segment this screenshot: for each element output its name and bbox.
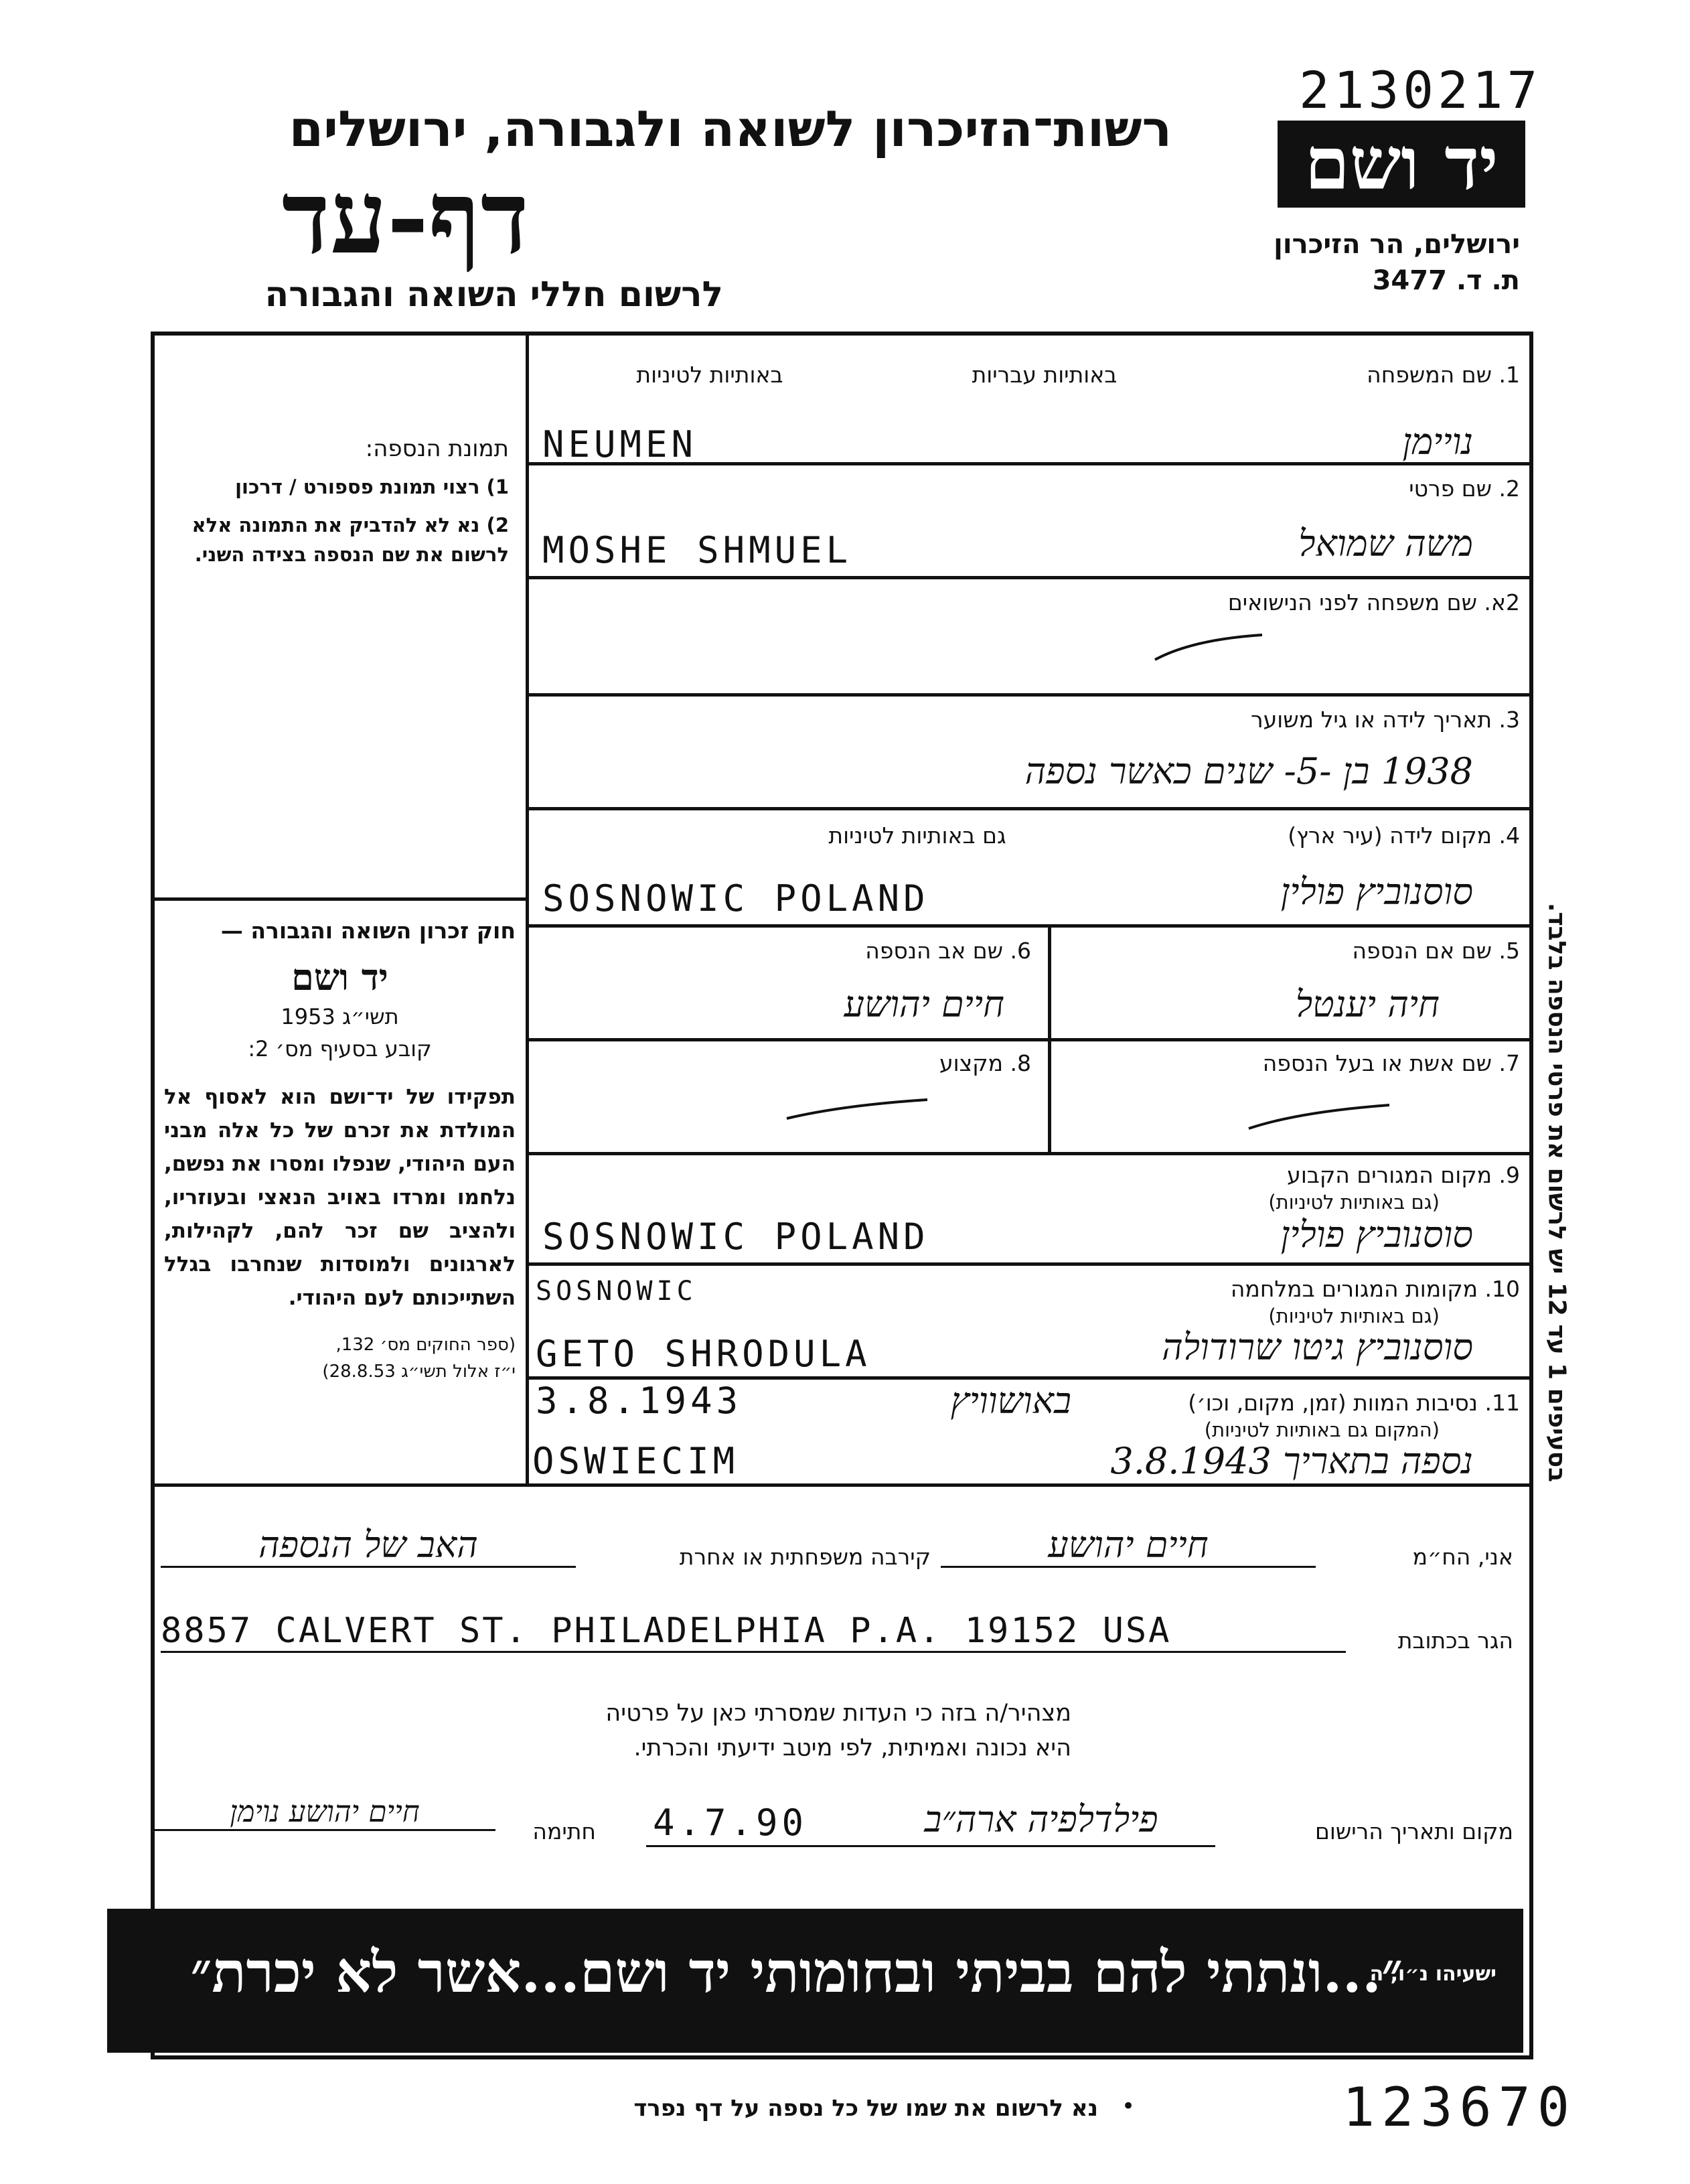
row-line-2a: [526, 693, 1530, 697]
relation-value: האב של הנספה: [161, 1524, 576, 1568]
declarant-name: חיים יהושע: [941, 1524, 1316, 1568]
field-2-hebrew-value: משה שמואל: [1298, 522, 1473, 565]
field-11-label: 11. נסיבות המוות (זמן, מקום, וכו׳): [1188, 1390, 1520, 1416]
field-9-label: 9. מקום המגורים הקבוע: [1287, 1162, 1520, 1188]
field-7-label: 7. שם אשת או בעל הנספה: [1262, 1050, 1520, 1076]
field-10-latin-value-2: GETO SHRODULA: [536, 1333, 871, 1375]
declaration-ani: אני, הח״מ: [1412, 1544, 1513, 1570]
law-box-name: יד ושם: [291, 956, 388, 999]
quote-banner: [107, 1909, 1523, 2053]
law-box-text: תפקידו של יד־ושם הוא לאסוף אל המולדת את זכרם של כל אלה מבני העם היהודי, שנפלו ומסרו את נפשם, נלחמו ומרדו באויב הנאצי ובעוזריו, ולהציב שם זכר להם, לקהילות, לארגונים ולמוסדות שנחרבו בגלל השתייכותם לעם היהודי.: [164, 1085, 516, 1310]
field-11-place-heb: באושוויץ: [950, 1380, 1071, 1422]
field-6-value: חיים יהושע: [844, 983, 1004, 1025]
place-date-label: מקום ותאריך הרישום: [1314, 1818, 1513, 1844]
field-9-latin-value: SOSNOWIC POLAND: [542, 1216, 929, 1258]
field-10-sub: (גם באותיות לטיניות): [1268, 1305, 1440, 1327]
field-10-latin-value-1: SOSNOWIC: [536, 1276, 697, 1307]
side-note: [1543, 723, 1584, 1661]
declaration-statement-2: היא נכונה ואמיתית, לפי מיטב ידיעתי והכרתי.: [633, 1735, 1071, 1761]
field-3-value: 1938 בן -5- שנים כאשר נספה: [1024, 750, 1473, 792]
field-8-dash-mark: [783, 1092, 931, 1125]
authority-title: רשות־הזיכרון לשואה ולגבורה, ירושלים: [289, 100, 1172, 158]
form-title: דף-עד: [281, 159, 529, 277]
field-4-latin-value: SOSNOWIC POLAND: [542, 877, 929, 920]
row-line-3: [526, 807, 1530, 810]
row-line-2: [526, 576, 1530, 579]
field-1-label: 1. שם המשפחה: [1367, 362, 1520, 388]
row-line-7: [526, 1152, 1530, 1155]
logo-address-block: [1265, 226, 1520, 299]
field-11-value-2: נספה בתאריך 3.8.1943: [1110, 1440, 1473, 1482]
field-5-value: חיה יענטל: [1295, 983, 1440, 1025]
photo-box-title: תמונת הנספה:: [365, 435, 509, 462]
field-6-label: 6. שם אב הנספה: [865, 938, 1031, 964]
document-serial-top: 2130217: [1299, 60, 1542, 120]
law-box-source: (ספר החוקים מס׳ 132,: [335, 1335, 516, 1355]
address-label: הגר בכתובת: [1397, 1627, 1513, 1654]
field-11-latin-place: OSWIECIM: [532, 1440, 739, 1482]
law-box-title: חוק זכרון השואה והגבורה —: [220, 918, 516, 944]
law-box-clause: קובע בסעיף מס׳ 2:: [248, 1036, 432, 1062]
yad-vashem-logo: יד ושם: [1278, 121, 1525, 208]
signature-label: חתימה: [532, 1818, 596, 1844]
photo-box-note1: 1) רצוי תמונת פספורט / דרכון: [235, 476, 509, 498]
field-9-sub: (גם באותיות לטיניות): [1268, 1191, 1440, 1214]
row-line-5: [526, 1038, 1530, 1041]
signature-value: חיים יהושע נוימן: [154, 1795, 495, 1831]
field-4-latin-header: גם באותיות לטיניות: [828, 822, 1006, 849]
field-11-sub: (המקום גם באותיות לטיניות): [1204, 1418, 1440, 1441]
field-2-label: 2. שם פרטי: [1409, 476, 1520, 502]
law-box-year: תשי״ג 1953: [281, 1004, 399, 1029]
field-10-hebrew-value: סוסנוביץ גיטו שרודולה: [1162, 1326, 1473, 1368]
declaration-statement-1: מצהיר/ה בזה כי העדות שמסרתי כאן על פרטיה: [605, 1700, 1071, 1727]
side-note-text: בסעיפים 1 עד 12 יש לרשום את פרטי הנספה בלבד.: [1543, 902, 1571, 1483]
row-line-9: [526, 1262, 1530, 1266]
field-4-hebrew-value: סוסנוביץ פולין: [1280, 871, 1473, 913]
row-split-5-8: [1048, 924, 1051, 1155]
footer-serial: 123670: [1342, 2076, 1576, 2138]
law-box: [164, 918, 516, 1382]
field-1-latin-header: באותיות לטיניות: [636, 362, 783, 388]
banner-quote: ״...ונתתי להם בביתי ובחומותי יד ושם...אשר לא יכרת״: [190, 1939, 1403, 2005]
field-7-dash-mark: [1245, 1098, 1393, 1139]
field-1-hebrew-value: נויימן: [1402, 421, 1473, 463]
field-1-latin-value: NEUMEN: [542, 423, 698, 465]
registration-place: פילדלפיה ארה״ב: [924, 1798, 1158, 1840]
field-10-label: 10. מקומות המגורים במלחמה: [1230, 1276, 1520, 1302]
footer-note: נא לרשום את שמו של כל נספה על דף נפרד: [633, 2095, 1098, 2122]
law-box-date: י״ז אלול תשי״ג 28.8.53): [322, 1362, 516, 1382]
column-divider: [526, 335, 529, 1487]
banner-reference: ישעיהו נ״ו, ה: [1369, 1962, 1496, 1986]
address-value: 8857 CALVERT ST. PHILADELPHIA P.A. 19152 USA: [161, 1611, 1346, 1653]
photo-box: [174, 435, 509, 569]
field-1-hebrew-header: באותיות עבריות: [972, 362, 1118, 388]
row-line-4: [526, 924, 1530, 928]
field-4-label: 4. מקום לידה (עיר ארץ): [1288, 822, 1520, 849]
field-8-label: 8. מקצוע: [939, 1050, 1031, 1076]
footer-bullet: •: [1122, 2093, 1136, 2120]
registration-date: 4.7.90: [653, 1802, 808, 1844]
fields-bottom-line: [154, 1483, 1530, 1487]
field-11-date-1: 3.8.1943: [536, 1380, 743, 1422]
relation-label: קירבה משפחתית או אחרת: [679, 1544, 931, 1570]
place-date-line: [646, 1845, 1215, 1847]
field-2-latin-value: MOSHE SHMUEL: [542, 529, 852, 571]
field-9-hebrew-value: סוסנוביץ פולין: [1280, 1214, 1473, 1256]
field-2a-dash-mark: [1152, 630, 1265, 670]
field-3-label: 3. תאריך לידה או גיל משוער: [1251, 707, 1520, 733]
logo-pobox: ת. ד. 3477: [1372, 265, 1520, 296]
photo-box-note2: 2) נא לא להדביק את התמונה אלא לרשום את שם הנספה בצידה השני.: [191, 514, 509, 566]
form-subtitle: לרשום חללי השואה והגבורה: [264, 275, 723, 315]
field-5-label: 5. שם אם הנספה: [1352, 938, 1520, 964]
left-column-divider: [154, 897, 528, 901]
logo-address: ירושלים, הר הזיכרון: [1274, 229, 1520, 260]
field-2a-label: 2א. שם משפחה לפני הנישואים: [1227, 589, 1520, 615]
